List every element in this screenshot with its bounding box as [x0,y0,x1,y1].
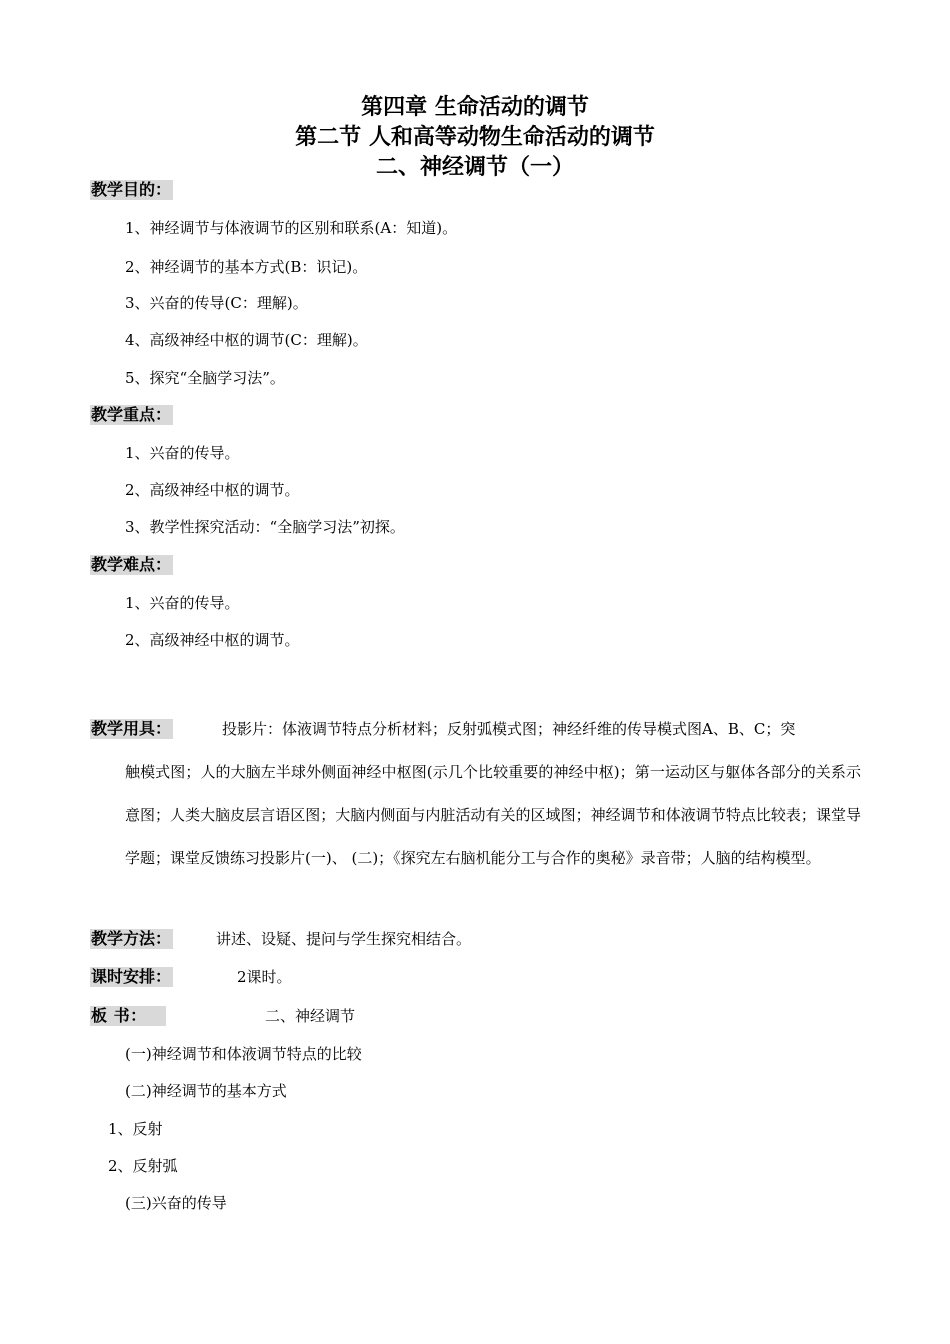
schedule-heading: 课时安排： [91,967,172,986]
title-block [0,93,950,183]
tools-heading: 教学用具： [91,719,172,738]
board-item: 2、反射弧 [108,1157,178,1175]
objective-item: 3、兴奋的传导(C：理解)。 [125,294,308,312]
section-title: 第二节 人和高等动物生命活动的调节 [295,125,655,150]
objectives-heading: 教学目的： [91,180,172,199]
subsection-title: 二、神经调节（一） [375,155,574,180]
methods-text: 讲述、设疑、提问与学生探究相结合。 [216,930,472,948]
board-item: 1、反射 [108,1120,163,1138]
board-item: (一)神经调节和体液调节特点的比较 [125,1045,362,1063]
objective-item: 5、探究“全脑学习法”。 [125,369,285,387]
difficulties-heading: 教学难点： [91,555,172,574]
board-heading: 板 书： [90,1006,166,1026]
tools-first-line: 投影片：体液调节特点分析材料；反射弧模式图；神经纤维的传导模式图A、B、C；突 [222,720,796,738]
difficulty-item: 2、高级神经中枢的调节。 [125,631,300,649]
chapter-title: 第四章 生命活动的调节 [361,95,589,120]
key-point-item: 2、高级神经中枢的调节。 [125,481,300,499]
board-item: (三)兴奋的传导 [125,1194,227,1212]
schedule-text: 2课时。 [237,968,292,986]
tools-paragraph: 触模式图；人的大脑左半球外侧面神经中枢图(示几个比较重要的神经中枢)；第一运动区与躯体各部分的关系示意图；人类大脑皮层言语区图；大脑内侧面与内脏活动有关的区域图；神经调节和体液调节特点比较表；课堂导学题；课堂反馈练习投影片(一)、 (二)；《探究左右脑机能分工与合作的奥秘》录音带；人脑的结构模型。 [125,763,861,867]
key-point-item: 1、兴奋的传导。 [125,444,240,462]
objective-item: 1、神经调节与体液调节的区别和联系(A：知道)。 [125,219,458,237]
methods-heading: 教学方法： [91,929,172,948]
difficulty-item: 1、兴奋的传导。 [125,594,240,612]
key-point-item: 3、教学性探究活动：“全脑学习法”初探。 [125,518,405,536]
objective-item: 4、高级神经中枢的调节(C：理解)。 [125,331,368,349]
board-item: (二)神经调节的基本方式 [125,1082,287,1100]
objective-item: 2、神经调节的基本方式(B：识记)。 [125,258,368,276]
board-title: 二、神经调节 [265,1007,356,1025]
key-points-heading: 教学重点： [91,405,172,424]
